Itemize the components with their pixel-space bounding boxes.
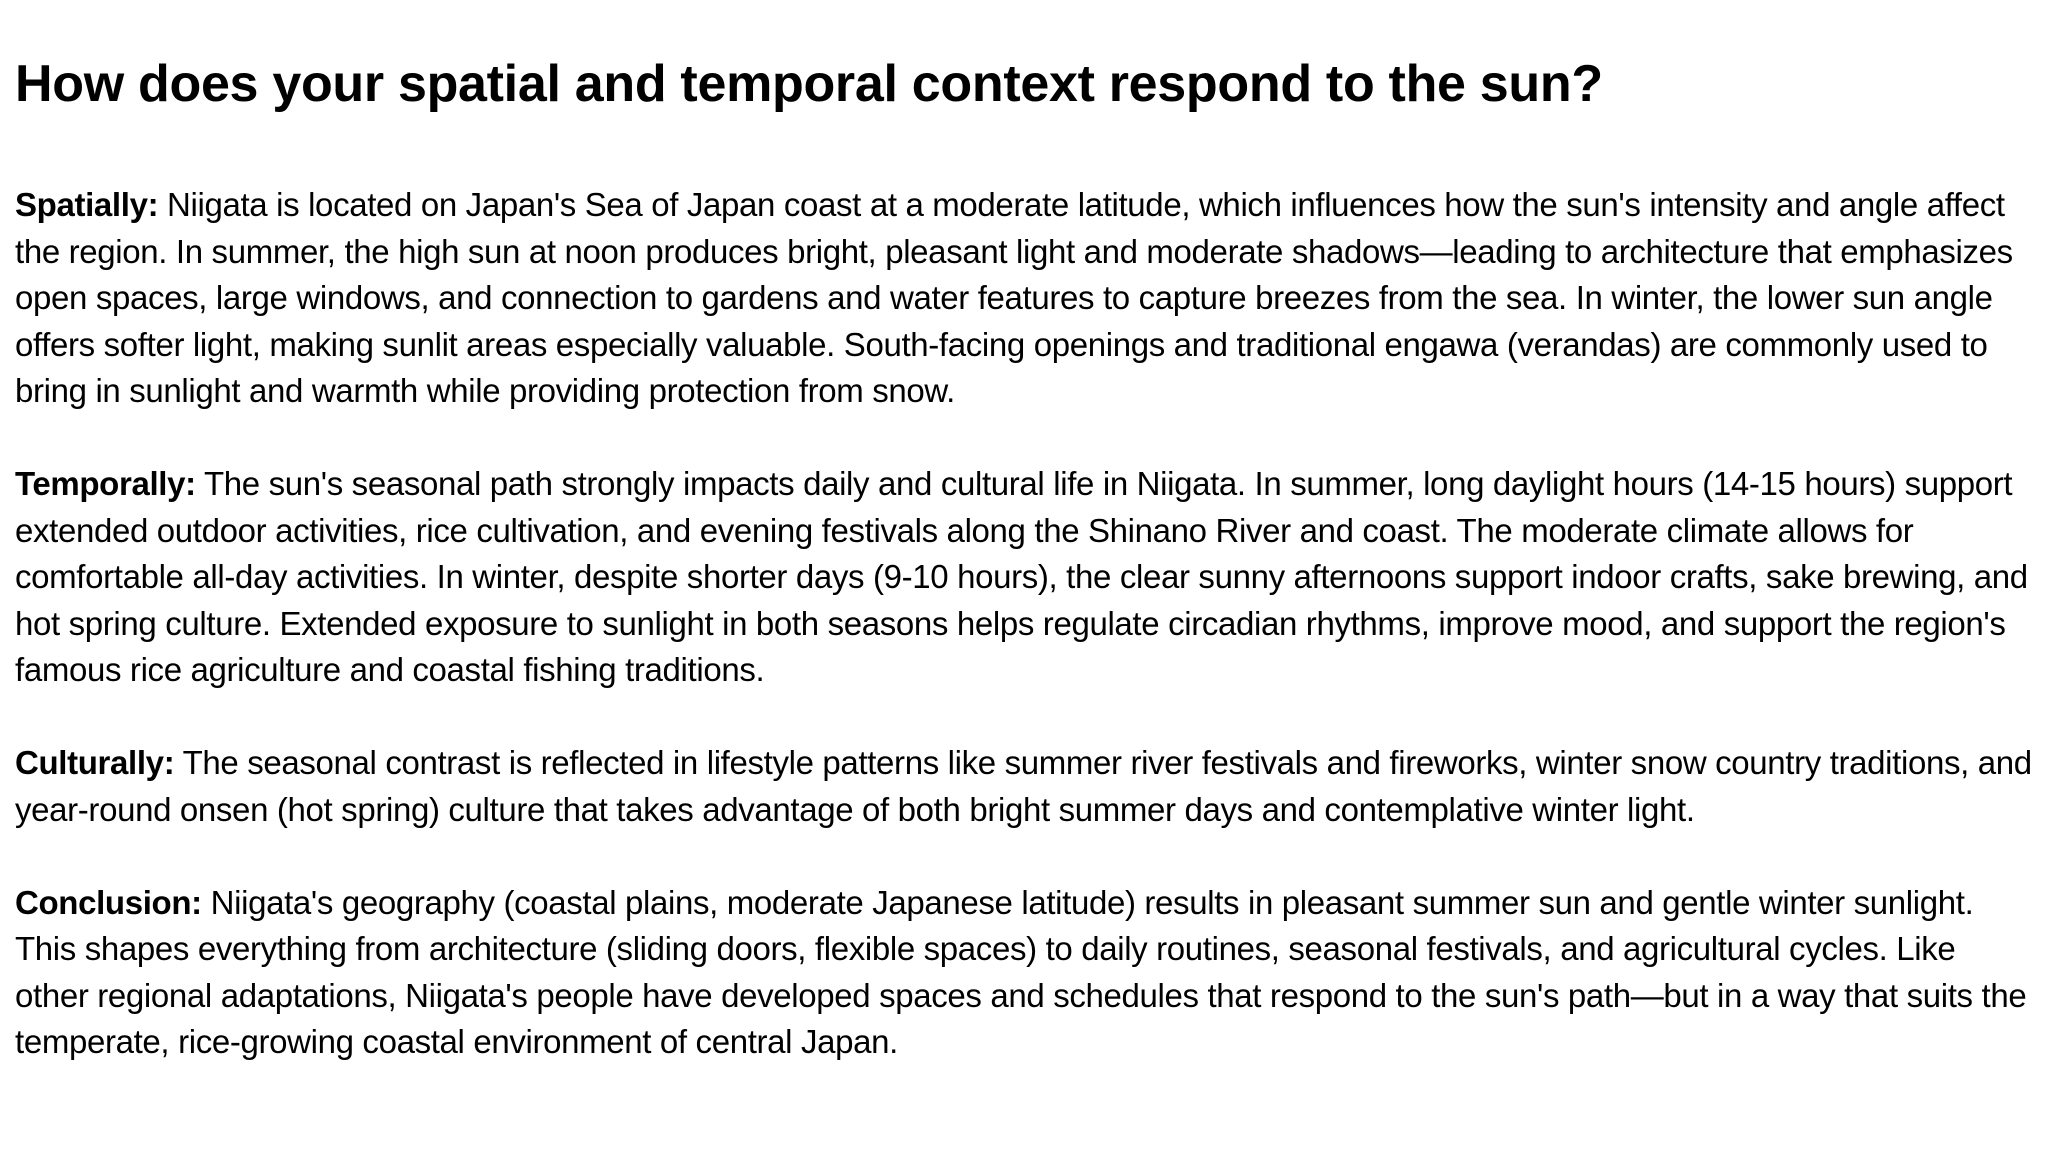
- section-text: The seasonal contrast is reflected in lifestyle patterns like summer river festivals and fireworks, winter snow country traditions, and year-round onsen (hot spring) culture that takes advantage of both bright summer days and contemplative winter light.: [15, 744, 2032, 828]
- section-text: Niigata's geography (coastal plains, moderate Japanese latitude) results in pleasant summer sun and gentle winter sunlight. This shapes everything from architecture (sliding doors, flexible spaces) to daily routines, seasonal festivals, and agricultural cycles. Like other regional adaptations, Niigata's people have developed spaces and schedules that respond to the sun's path—but in a way that suits the temperate, rice-growing coastal environment of central Japan.: [15, 883, 2027, 1060]
- section-text: Niigata is located on Japan's Sea of Japan coast at a moderate latitude, which influences how the sun's intensity and angle affect the region. In summer, the high sun at noon produces bright, pleasant light and moderate shadows—leading to architecture that emphasizes open spaces, large windows, and connection to gardens and water features to capture breezes from the sea. In winter, the lower sun angle offers softer light, making sunlit areas especially valuable. South-facing openings and traditional engawa (verandas) are commonly used to bring in sunlight and warmth while providing protection from snow.: [15, 186, 2013, 409]
- section-culturally: [15, 740, 2035, 833]
- page-title: How does your spatial and temporal context respond to the sun?: [15, 55, 1603, 113]
- section-label: Temporally:: [15, 465, 196, 502]
- section-text: The sun's seasonal path strongly impacts daily and cultural life in Niigata. In summer, long daylight hours (14-15 hours) support extended outdoor activities, rice cultivation, and evening festivals along the Shinano River and coast. The moderate climate allows for comfortable all-day activities. In winter, despite shorter days (9-10 hours), the clear sunny afternoons support indoor crafts, sake brewing, and hot spring culture. Extended exposure to sunlight in both seasons helps regulate circadian rhythms, improve mood, and support the region's famous rice agriculture and coastal fishing traditions.: [15, 465, 2028, 688]
- section-label: Culturally:: [15, 744, 175, 781]
- section-label: Spatially:: [15, 186, 159, 223]
- section-spatially: [15, 182, 2035, 415]
- document-page: [15, 0, 2035, 1066]
- section-conclusion: [15, 880, 2035, 1066]
- section-label: Conclusion:: [15, 883, 202, 921]
- section-temporally: [15, 461, 2035, 694]
